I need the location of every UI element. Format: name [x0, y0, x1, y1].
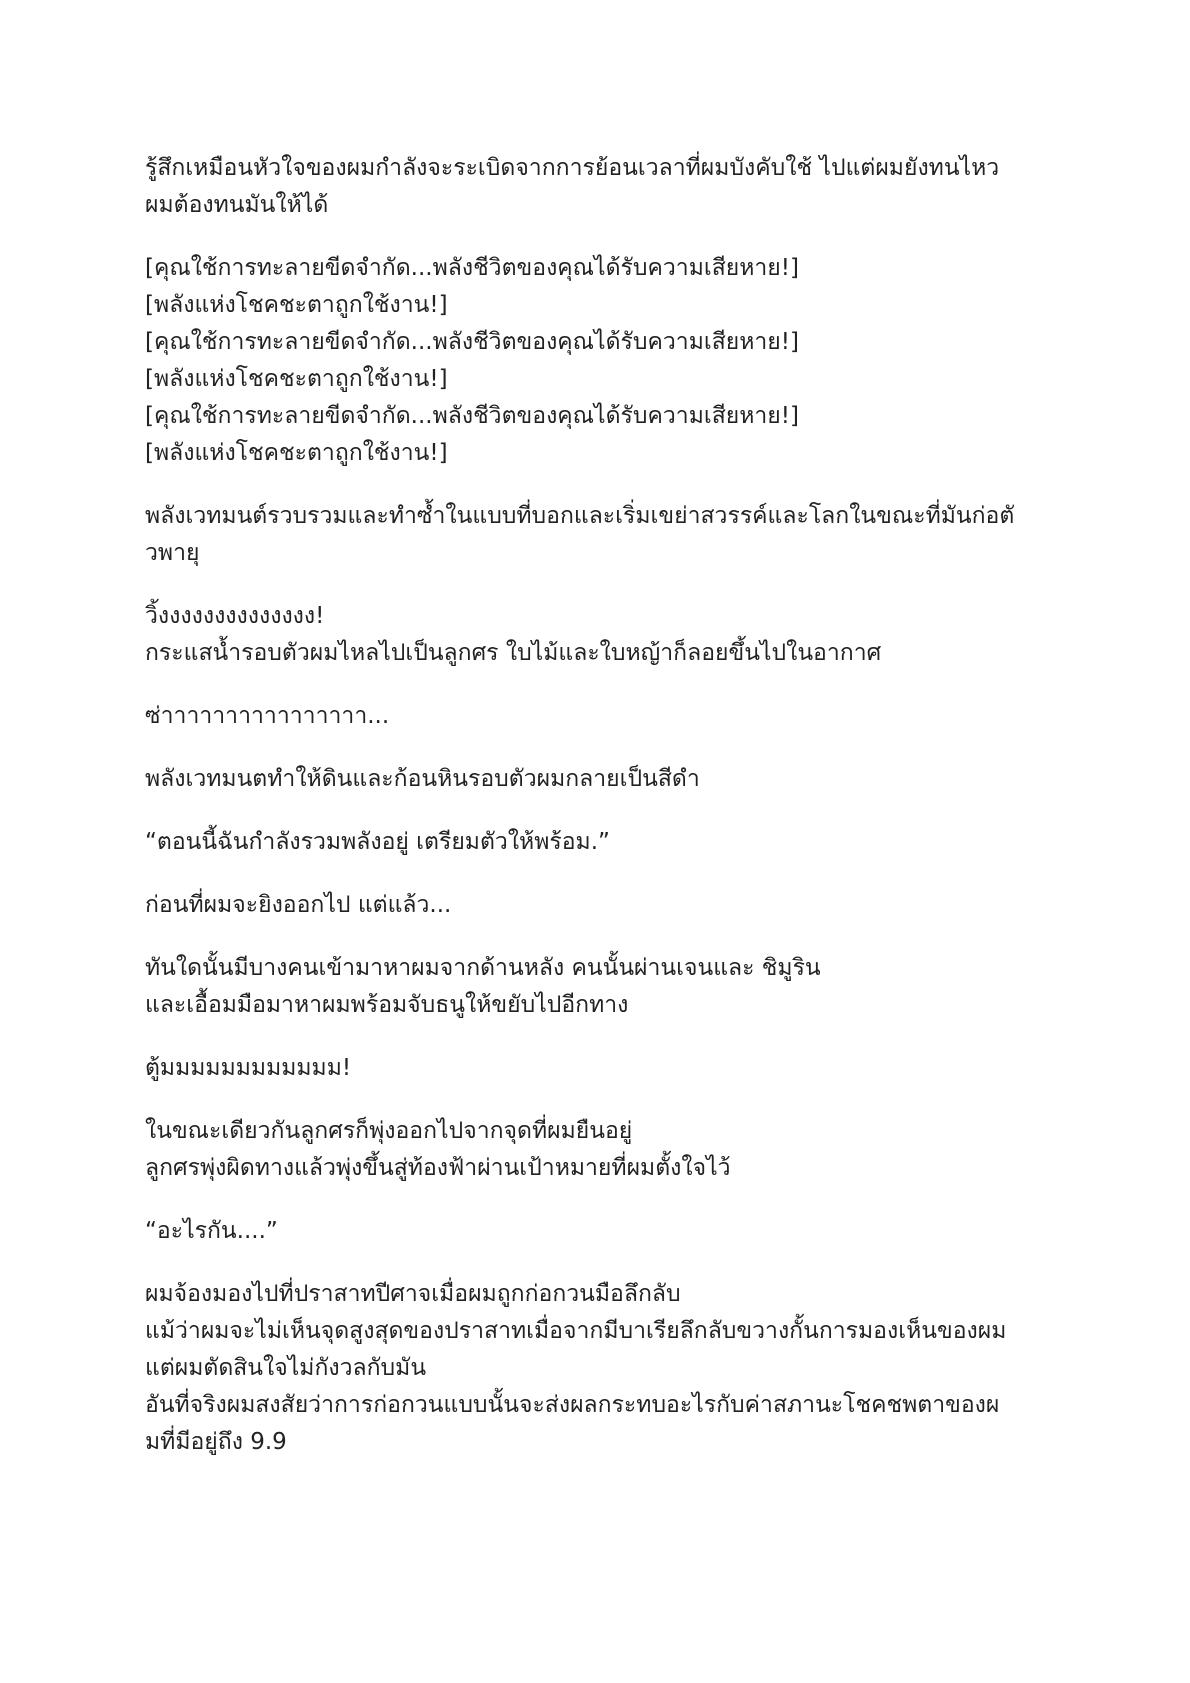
system-message-line: [พลังแห่งโชคชะตาถูกใช้งาน!] — [145, 440, 448, 466]
paragraph-11 — [145, 1113, 1065, 1187]
text-line: ผมจ้องมองไปที่ปราสาทปีศาจเมื่อผมถูกก่อกวนมือลึกลับ — [145, 1281, 681, 1307]
text-line: ตู้มมมมมมมมมมมม! — [145, 1055, 352, 1081]
text-line: แต่ผมตัดสินใจไม่กังวลกับมัน — [145, 1355, 427, 1381]
paragraph-9 — [145, 950, 1065, 1024]
text-line: กระแสน้ำรอบตัวผมไหลไปเป็นลูกศร ใบไม้และใบหญ้าก็ลอยขึ้นไปในอากาศ — [145, 640, 882, 666]
text-line: รู้สึกเหมือนหัวใจของผมกำลังจะระเบิดจากการย้อนเวลาที่ผมบังคับใช้ ไปแต่ผมยังทนไหว — [145, 155, 1000, 181]
text-line: “ตอนนี้ฉันกำลังรวมพลังอยู่ เตรียมตัวให้พร้อม.” — [145, 829, 610, 855]
system-message-line: [คุณใช้การทะลายขีดจำกัด...พลังชีวิตของคุณได้รับความเสียหาย!] — [145, 255, 799, 281]
text-line: ในขณะเดียวกันลูกศรก็พุ่งออกไปจากจุดที่ผมยืนอยู่ — [145, 1118, 633, 1144]
paragraph-5 — [145, 698, 1065, 735]
system-messages — [145, 250, 1065, 472]
text-line: มที่มีอยู่ถึง 9.9 — [145, 1429, 287, 1455]
text-line: แม้ว่าผมจะไม่เห็นจุดสูงสุดของปราสาทเมื่อจากมีบาเรียลึกลับขวางกั้นการมองเห็นของผม — [145, 1318, 1007, 1344]
text-line: พลังเวทมนต์รวบรวมและทำซ้ำในแบบที่บอกและเริ่มเขย่าสวรรค์และโลกในขณะที่มันก่อตั — [145, 503, 1015, 529]
paragraph-3 — [145, 498, 1065, 572]
text-line: “อะไรกัน....” — [145, 1218, 278, 1244]
paragraph-1 — [145, 150, 1065, 224]
system-message-line: [พลังแห่งโชคชะตาถูกใช้งาน!] — [145, 292, 448, 318]
text-line: ผมต้องทนมันให้ได้ — [145, 192, 329, 218]
text-line: วพายุ — [145, 540, 200, 566]
paragraph-8 — [145, 887, 1065, 924]
text-line: และเอื้อมมือมาหาผมพร้อมจับธนูให้ขยับไปอีกทาง — [145, 992, 629, 1018]
text-line: วิ้งงงงงงงงงงงงงง! — [145, 603, 325, 629]
paragraph-13 — [145, 1276, 1065, 1461]
document-page — [145, 150, 1065, 1487]
system-message-line: [พลังแห่งโชคชะตาถูกใช้งาน!] — [145, 366, 448, 392]
paragraph-4 — [145, 598, 1065, 672]
dialogue-1 — [145, 824, 1065, 861]
system-message-line: [คุณใช้การทะลายขีดจำกัด...พลังชีวิตของคุณได้รับความเสียหาย!] — [145, 329, 799, 355]
paragraph-6 — [145, 761, 1065, 798]
dialogue-2 — [145, 1213, 1065, 1250]
text-line: ซ่าาาาาาาาาาาาาาาา... — [145, 703, 390, 729]
text-line: ก่อนที่ผมจะยิงออกไป แต่แล้ว... — [145, 892, 452, 918]
text-line: ทันใดนั้นมีบางคนเข้ามาหาผมจากด้านหลัง คนนั้นผ่านเจนและ ชิมูริน — [145, 955, 821, 981]
text-line: ลูกศรพุ่งผิดทางแล้วพุ่งขึ้นสู่ท้องฟ้าผ่านเป้าหมายที่ผมตั้งใจไว้ — [145, 1155, 731, 1181]
system-message-line: [คุณใช้การทะลายขีดจำกัด...พลังชีวิตของคุณได้รับความเสียหาย!] — [145, 403, 799, 429]
text-line: พลังเวทมนตทำให้ดินและก้อนหินรอบตัวผมกลายเป็นสีดำ — [145, 766, 700, 792]
paragraph-10 — [145, 1050, 1065, 1087]
text-line: อันที่จริงผมสงสัยว่าการก่อกวนแบบนั้นจะส่งผลกระทบอะไรกับค่าสภานะโชคชพตาของผ — [145, 1392, 1000, 1418]
